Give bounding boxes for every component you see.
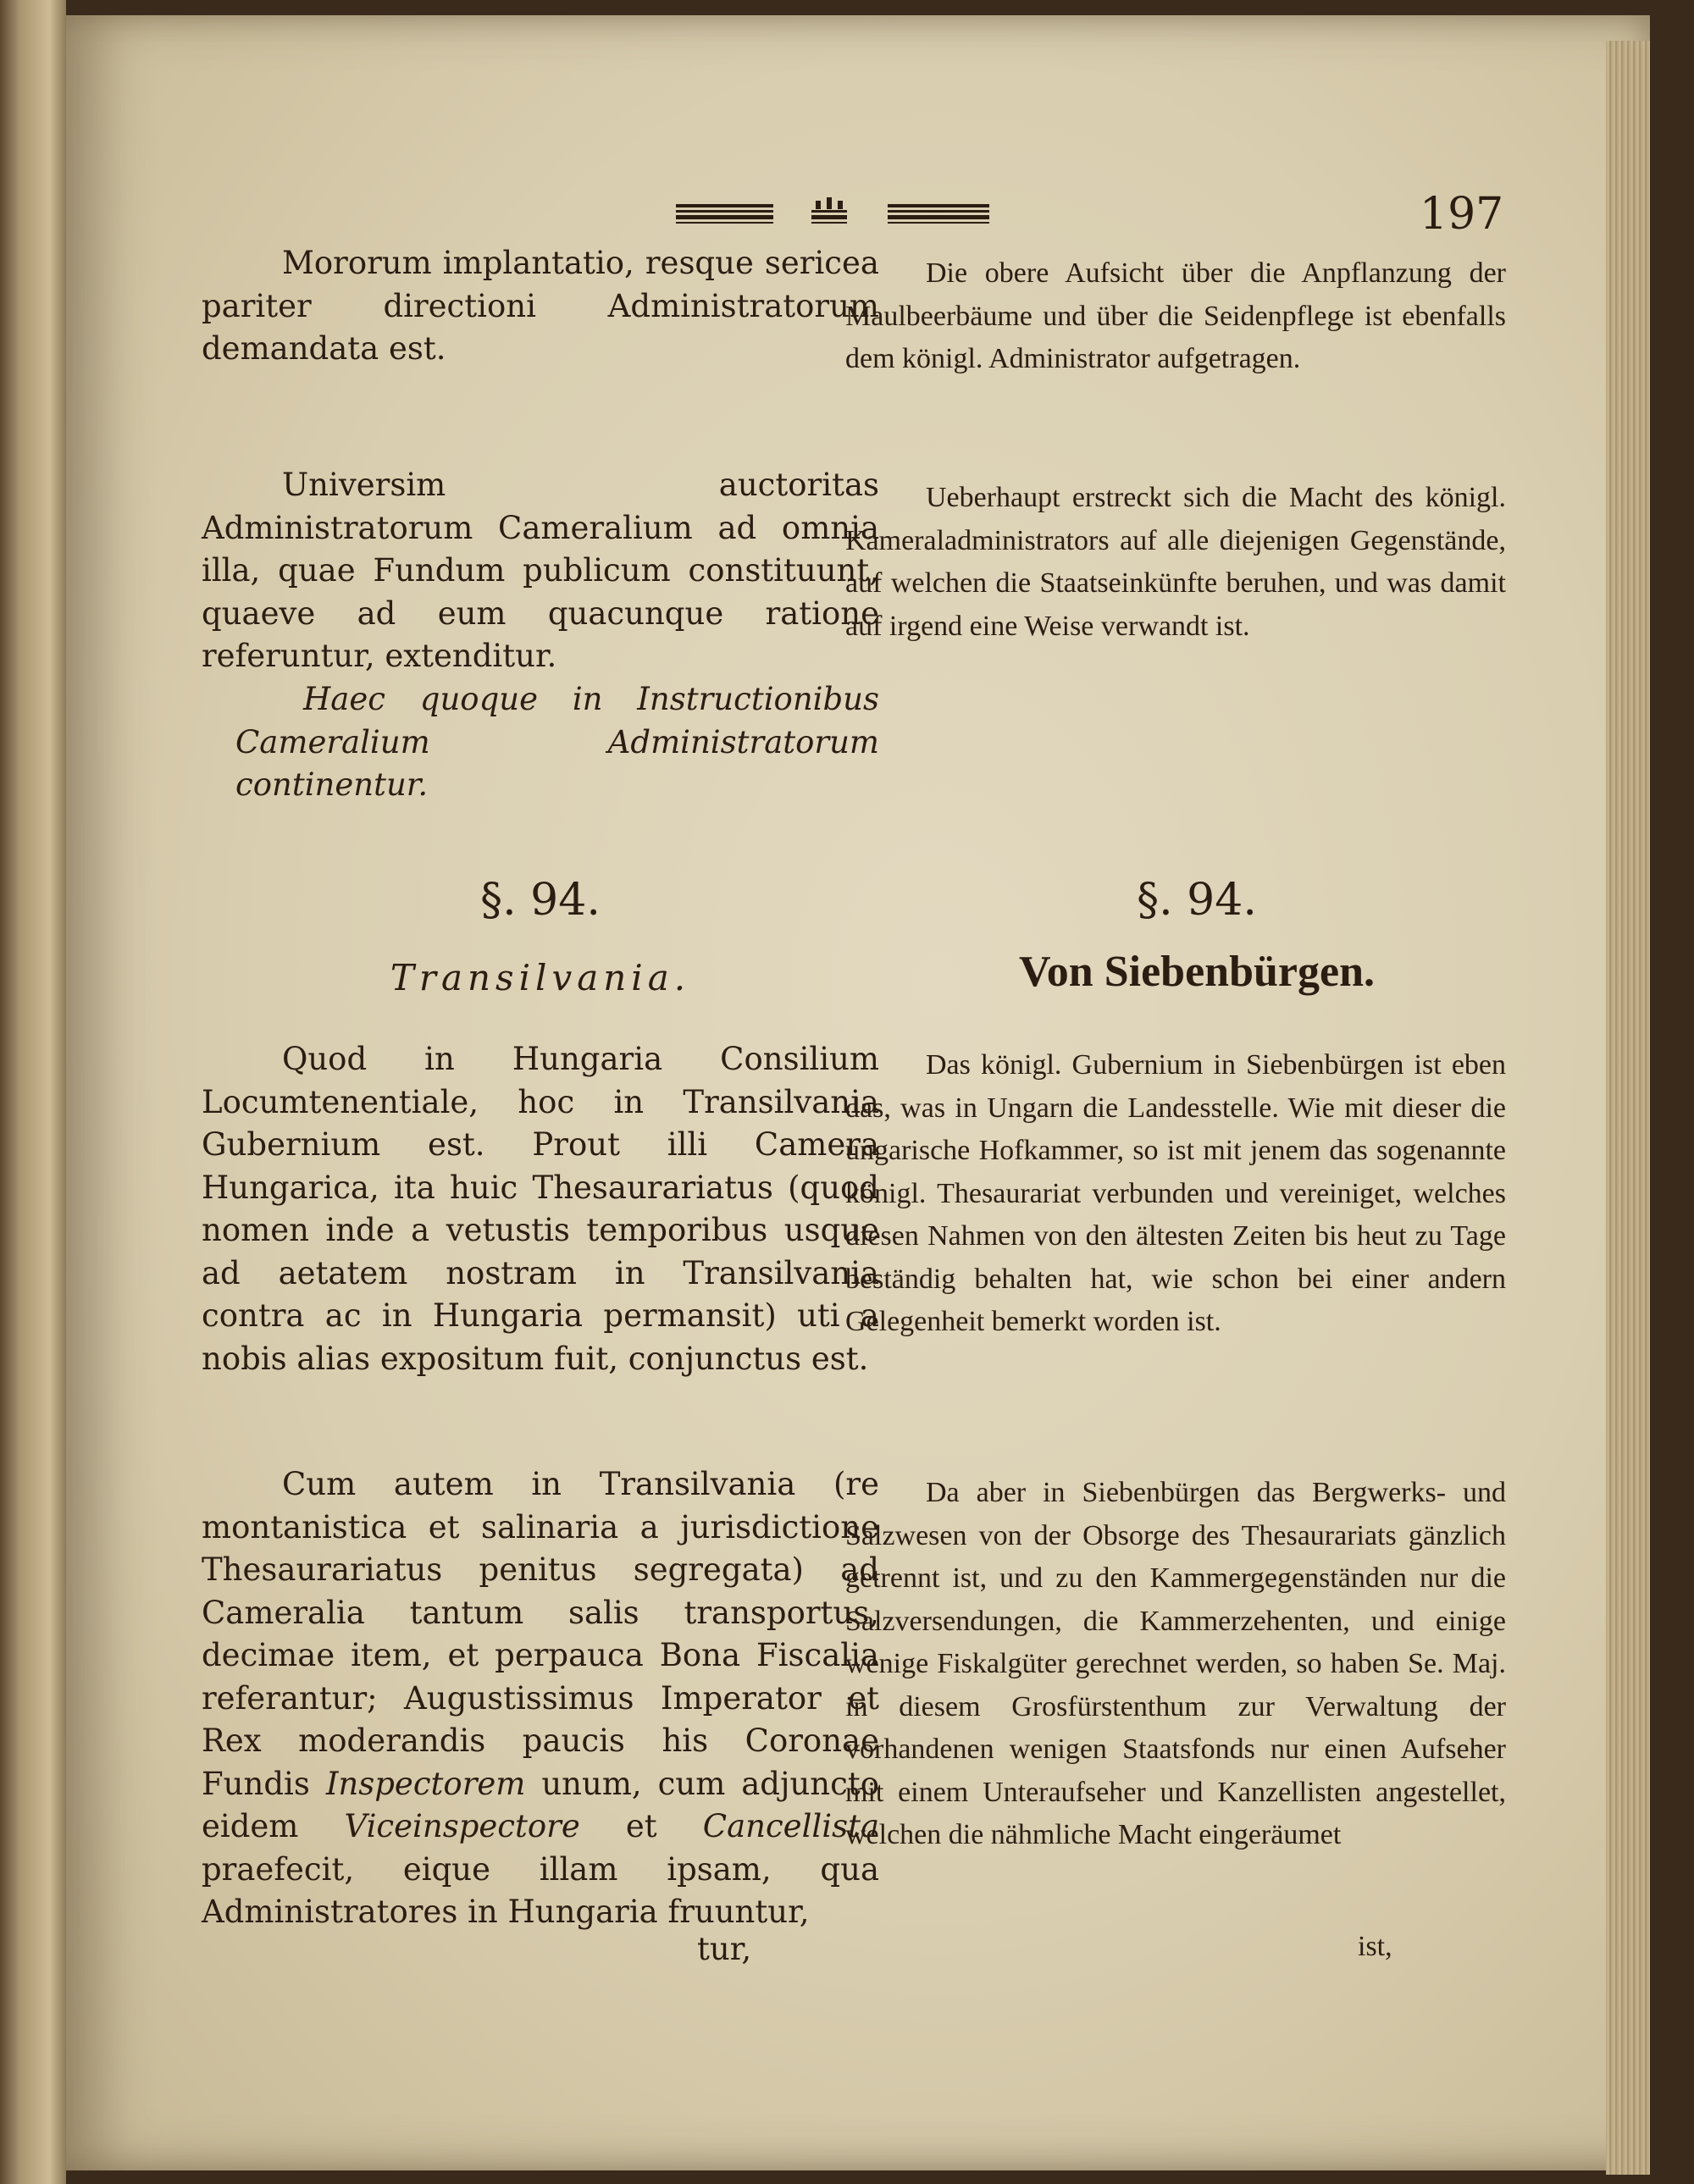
latin-column-bottom <box>202 1463 879 1934</box>
latin-p4-part-d: praefecit, eique illam ipsam, qua Administratores in Hungaria fruuntur, <box>202 1850 879 1930</box>
german-paragraph-3: Das königl. Gubernium in Siebenbürgen ist eben das, was in Ungarn die Landesstelle. Wie mit dieser die ungarische Hofkammer, so ist mit jenem das sogenannte königl. Thesaurariat verbunden und vereiniget, welches diesen Nahmen von den ältesten Zeiten bis heut zu Tage beständig behalten hat, wie schon bei einer andern Gelegenheit bemerkt worden ist. <box>845 1049 1506 1337</box>
latin-section-number: §. 94. <box>480 875 601 926</box>
latin-note-text: Haec quoque in Instructionibus Cameralium Administratorum continentur. <box>235 681 879 803</box>
page-number: 197 <box>1420 189 1504 240</box>
latin-note <box>235 678 879 807</box>
german-paragraph-4: Da aber in Siebenbürgen das Bergwerks- und Salzwesen von der Obsorge des Thesaurariats gänzlich getrennt ist, und zu den Kammergegenständen nur die Salzversendungen, die Kammerzehenten, und einige wenige Fiskalgüter gerechnet werden, so haben Se. Maj. in diesem Grosfürstenthum zur Verwaltung der vorhandenen wenigen Staatsfonds nur einen Aufseher mit einem Unteraufseher und Kanzellisten angestellet, welchen die nähmliche Macht eingeräumet <box>845 1477 1506 1850</box>
latin-paragraph-4 <box>202 1463 879 1934</box>
latin-column-lower <box>202 1038 879 1380</box>
german-column-lower <box>845 1044 1506 1344</box>
fore-edge <box>1606 41 1650 2175</box>
latin-column-mid <box>202 464 879 678</box>
left-page-edge <box>0 0 66 2184</box>
latin-p4-part-c: et <box>625 1808 657 1844</box>
latin-p4-cancellista: Cancellista <box>702 1808 879 1844</box>
german-paragraph-2: Ueberhaupt erstreckt sich die Macht des königl. Kameraladministrators auf alle diejenigen Gegenstände, auf welchen die Staatseinkünfte beruhen, und was damit auf irgend eine Weise verwandt ist. <box>845 482 1506 642</box>
page <box>66 15 1650 2170</box>
german-heading: Von Siebenbürgen. <box>1019 948 1375 996</box>
german-column-bottom <box>845 1472 1506 1857</box>
header-ornament-icon <box>676 196 1040 229</box>
page-header <box>66 189 1650 240</box>
latin-column-top <box>202 242 879 371</box>
german-catchword: ist, <box>1358 1931 1392 1962</box>
german-section-number: §. 94. <box>1137 875 1257 926</box>
german-paragraph-1: Die obere Aufsicht über die Anpflanzung der Maulbeerbäume und über die Seidenpflege ist ebenfalls dem königl. Administrator aufgetragen. <box>845 257 1506 374</box>
latin-p4-part-b: unum, cum adjuncto eidem <box>202 1765 879 1844</box>
latin-paragraph-2: Universim auctoritas Administratorum Cameralium ad omnia illa, quae Fundum publicum constituunt, quaeve ad eum quacunque ratione referuntur, extenditur. <box>202 467 879 674</box>
latin-p4-viceinspector: Viceinspectore <box>344 1808 580 1844</box>
latin-paragraph-1: Mororum implantatio, resque sericea pariter directioni Administratorum demandata est. <box>202 245 879 367</box>
latin-heading: Transilvania. <box>390 957 691 998</box>
german-column-mid <box>845 477 1506 648</box>
german-column-top <box>845 252 1506 381</box>
latin-catchword: tur, <box>697 1931 752 1967</box>
latin-paragraph-3: Quod in Hungaria Consilium Locumtenentiale, hoc in Transilvania Gubernium est. Prout illi Camera Hungarica, ita huic Thesaurariatus (quod nomen inde a vetustis temporibus usque ad aetatem nostram in Transilvania contra ac in Hungaria permansit) uti a nobis alias expositum fuit, conjunctus est. <box>202 1041 879 1377</box>
latin-p4-part-a: Cum autem in Transilvania (re montanistica et salinaria a jurisdictione Thesaurariatus penitus segregata) ad Cameralia tantum salis transportus, decimae item, et perpauca Bona Fiscalia referantur; Augustissimus Imperator et Rex moderandis paucis his Coronae Fundis <box>202 1466 879 1802</box>
latin-p4-inspector: Inspectorem <box>325 1765 526 1802</box>
